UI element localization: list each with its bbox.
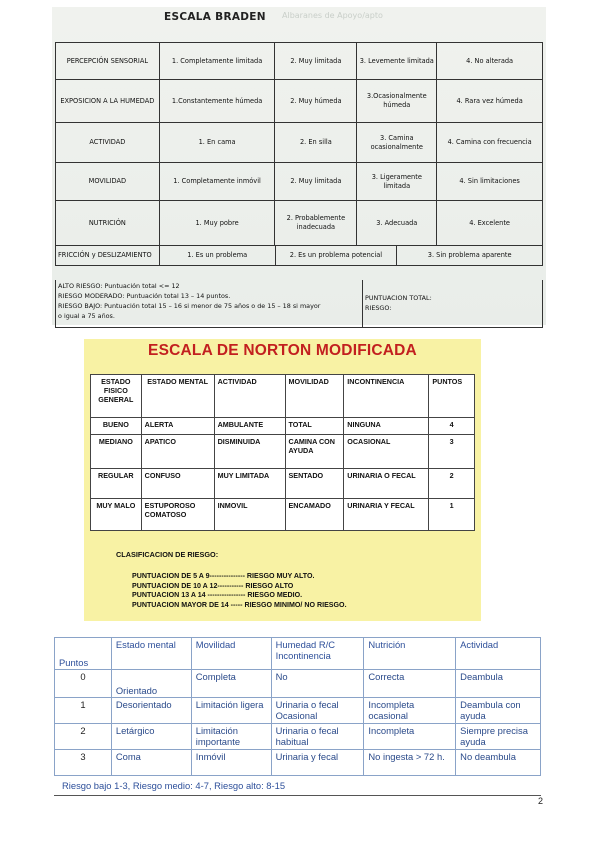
- norton-row: [91, 499, 475, 531]
- risk-table-points-cell: 0: [55, 670, 112, 698]
- risk-table-row: [55, 750, 541, 776]
- risk-table-cell: Completa: [191, 670, 271, 698]
- braden-row: [56, 123, 543, 163]
- braden-cell: 1.Constantemente húmeda: [159, 80, 275, 123]
- norton-row: [91, 469, 475, 499]
- braden-cell: NUTRICIÓN: [56, 201, 160, 246]
- risk-table-row: [55, 698, 541, 724]
- norton-cell: REGULAR: [91, 469, 142, 499]
- braden-table: [55, 42, 543, 246]
- braden-cell: 3. Adecuada: [357, 201, 437, 246]
- norton-cell: URINARIA O FECAL: [344, 469, 429, 499]
- braden-cell: 2. Probablemente inadecuada: [275, 201, 357, 246]
- braden-cell: PERCEPCIÓN SENSORIAL: [56, 43, 160, 80]
- braden-cell: 2. Es un problema potencial: [275, 246, 397, 266]
- braden-cell: 1. Completamente limitada: [159, 43, 275, 80]
- risk-table-cell: Urinaria y fecal: [271, 750, 364, 776]
- norton-cell: AMBULANTE: [214, 418, 285, 435]
- braden-cell: 3.Ocasionalmente húmeda: [357, 80, 437, 123]
- risk-table-cell: No ingesta > 72 h.: [364, 750, 456, 776]
- risk-table-cell: Coma: [111, 750, 191, 776]
- braden-row: [56, 201, 543, 246]
- braden-risk-line: RIESGO BAJO: Puntuación total 15 – 16 si menor de 75 años o de 15 – 18 si mayor: [58, 302, 321, 310]
- braden-footer: [55, 280, 543, 328]
- risk-table-cell: No: [271, 670, 364, 698]
- norton-classification-line: PUNTUACION DE 10 A 12----------- RIESGO ALTO: [132, 581, 294, 590]
- risk-table-footnote: Riesgo bajo 1-3, Riesgo medio: 4-7, Riesgo alto: 8-15: [62, 780, 286, 791]
- norton-cell: ALERTA: [141, 418, 214, 435]
- braden-cell: 1. Completamente inmóvil: [159, 163, 275, 201]
- braden-risk-line: o igual a 75 años.: [58, 312, 115, 320]
- risk-table-row: [55, 670, 541, 698]
- norton-points-cell: 2: [429, 469, 475, 499]
- norton-cell: CONFUSO: [141, 469, 214, 499]
- braden-cell: 4. No alterada: [437, 43, 543, 80]
- norton-header-row: [91, 375, 475, 418]
- norton-cell: ENCAMADO: [285, 499, 344, 531]
- norton-cell: SENTADO: [285, 469, 344, 499]
- risk-table-cell: Incompleta: [364, 724, 456, 750]
- braden-row: [56, 163, 543, 201]
- norton-cell: URINARIA Y FECAL: [344, 499, 429, 531]
- braden-risk-list: [58, 281, 363, 321]
- norton-cell: TOTAL: [285, 418, 344, 435]
- norton-row: [91, 435, 475, 469]
- braden-cell: 3. Ligeramente limitada: [357, 163, 437, 201]
- risk-table-header-cell: Nutrición: [364, 638, 456, 670]
- braden-row: [56, 80, 543, 123]
- risk-table-points-cell: 1: [55, 698, 112, 724]
- norton-cell: NINGUNA: [344, 418, 429, 435]
- norton-points-cell: 1: [429, 499, 475, 531]
- norton-table: [90, 374, 475, 531]
- risk-table-header-cell: Estado mental: [111, 638, 191, 670]
- braden-cell: 3. Sin problema aparente: [397, 246, 543, 266]
- risk-table-cell: Urinaria o fecal Ocasional: [271, 698, 364, 724]
- norton-classification-line: PUNTUACION DE 5 A 9--------------- RIESGO MUY ALTO.: [132, 572, 315, 580]
- norton-classification-line: PUNTUACION 13 A 14 ---------------- RIESGO MEDIO.: [132, 591, 303, 600]
- risk-table-cell: Desorientado: [111, 698, 191, 724]
- risk-table-header-cell: Humedad R/C Incontinencia: [271, 638, 364, 670]
- norton-classification-line: PUNTUACION MAYOR DE 14 ----- RIESGO MINIMO/ NO RIESGO.: [132, 600, 347, 609]
- braden-cell: 4. Rara vez húmeda: [437, 80, 543, 123]
- braden-row: [56, 43, 543, 80]
- norton-header-cell: ESTADO MENTAL: [141, 375, 214, 418]
- risk-table-cell: Correcta: [364, 670, 456, 698]
- norton-cell: MUY LIMITADA: [214, 469, 285, 499]
- braden-total-box: [365, 293, 535, 313]
- braden-cell: 2. Muy limitada: [275, 163, 357, 201]
- braden-total-label: PUNTUACION TOTAL:: [365, 294, 432, 302]
- braden-cell: MOVILIDAD: [56, 163, 160, 201]
- risk-table-cell: Letárgico: [111, 724, 191, 750]
- braden-title: ESCALA BRADEN: [164, 11, 266, 23]
- braden-risk-line: ALTO RIESGO: Puntuación total <= 12: [58, 282, 180, 290]
- norton-header-cell: ACTIVIDAD: [214, 375, 285, 418]
- braden-cell: 4. Camina con frecuencia: [437, 123, 543, 163]
- norton-cell: INMOVIL: [214, 499, 285, 531]
- norton-title: ESCALA DE NORTON MODIFICADA: [148, 342, 417, 359]
- risk-table-image: [54, 637, 541, 799]
- norton-header-cell: MOVILIDAD: [285, 375, 344, 418]
- risk-table-header-cell: Actividad: [456, 638, 541, 670]
- risk-table-cell: Limitación ligera: [191, 698, 271, 724]
- risk-table-points-cell: 3: [55, 750, 112, 776]
- risk-table-cell: Inmóvil: [191, 750, 271, 776]
- braden-friction-label: FRICCIÓN y DESLIZAMIENTO: [56, 246, 160, 266]
- braden-cell: ACTIVIDAD: [56, 123, 160, 163]
- risk-table-cell: Deambula con ayuda: [456, 698, 541, 724]
- braden-cell: 3. Levemente limitada: [357, 43, 437, 80]
- braden-risk-line: RIESGO MODERADO: Puntuación total 13 – 14 puntos.: [58, 292, 231, 300]
- risk-table-row: [55, 724, 541, 750]
- braden-friction-row: [56, 246, 543, 266]
- risk-table-header-cell: Puntos: [55, 638, 112, 670]
- norton-points-cell: 3: [429, 435, 475, 469]
- braden-cell: 2. Muy limitada: [275, 43, 357, 80]
- norton-cell: CAMINA CON AYUDA: [285, 435, 344, 469]
- norton-header-cell: PUNTOS: [429, 375, 475, 418]
- risk-table-cell: Limitación importante: [191, 724, 271, 750]
- norton-cell: APATICO: [141, 435, 214, 469]
- braden-cell: 3. Camina ocasionalmente: [357, 123, 437, 163]
- braden-ghost-text: Albaranes de Apoyo/apto: [282, 11, 383, 20]
- norton-cell: DISMINUIDA: [214, 435, 285, 469]
- norton-points-cell: 4: [429, 418, 475, 435]
- braden-cell: 1. Es un problema: [159, 246, 275, 266]
- page-number: 2: [538, 796, 544, 806]
- norton-classification-list: [132, 572, 347, 610]
- norton-cell: ESTUPOROSO COMATOSO: [141, 499, 214, 531]
- braden-cell: 1. En cama: [159, 123, 275, 163]
- norton-cell: MUY MALO: [91, 499, 142, 531]
- braden-cell: 2. Muy húmeda: [275, 80, 357, 123]
- braden-cell: 1. Muy pobre: [159, 201, 275, 246]
- braden-friction-table: [55, 245, 543, 266]
- norton-cell: OCASIONAL: [344, 435, 429, 469]
- norton-cell: BUENO: [91, 418, 142, 435]
- norton-cell: MEDIANO: [91, 435, 142, 469]
- risk-table-cell: Deambula: [456, 670, 541, 698]
- braden-cell: EXPOSICION A LA HUMEDAD: [56, 80, 160, 123]
- risk-table-header-row: [55, 638, 541, 670]
- risk-table: [54, 637, 541, 776]
- norton-header-cell: INCONTINENCIA: [344, 375, 429, 418]
- braden-cell: 4. Excelente: [437, 201, 543, 246]
- risk-table-header-cell: Movilidad: [191, 638, 271, 670]
- norton-classification-title: CLASIFICACION DE RIESGO:: [116, 550, 219, 559]
- risk-table-cell: Urinaria o fecal habitual: [271, 724, 364, 750]
- braden-riesgo-label: RIESGO:: [365, 304, 392, 312]
- braden-footer-divider: [362, 280, 363, 327]
- risk-table-cell: Incompleta ocasional: [364, 698, 456, 724]
- braden-cell: 4. Sin limitaciones: [437, 163, 543, 201]
- braden-scale-image: [52, 7, 546, 325]
- risk-table-cell: No deambula: [456, 750, 541, 776]
- norton-row: [91, 418, 475, 435]
- risk-table-cell: Siempre precisa ayuda: [456, 724, 541, 750]
- risk-table-points-cell: 2: [55, 724, 112, 750]
- braden-cell: 2. En silla: [275, 123, 357, 163]
- norton-scale-image: [84, 339, 481, 621]
- risk-table-cell: Orientado: [111, 670, 191, 698]
- risk-table-rule: [54, 795, 541, 796]
- norton-header-cell: ESTADO FISICO GENERAL: [91, 375, 142, 418]
